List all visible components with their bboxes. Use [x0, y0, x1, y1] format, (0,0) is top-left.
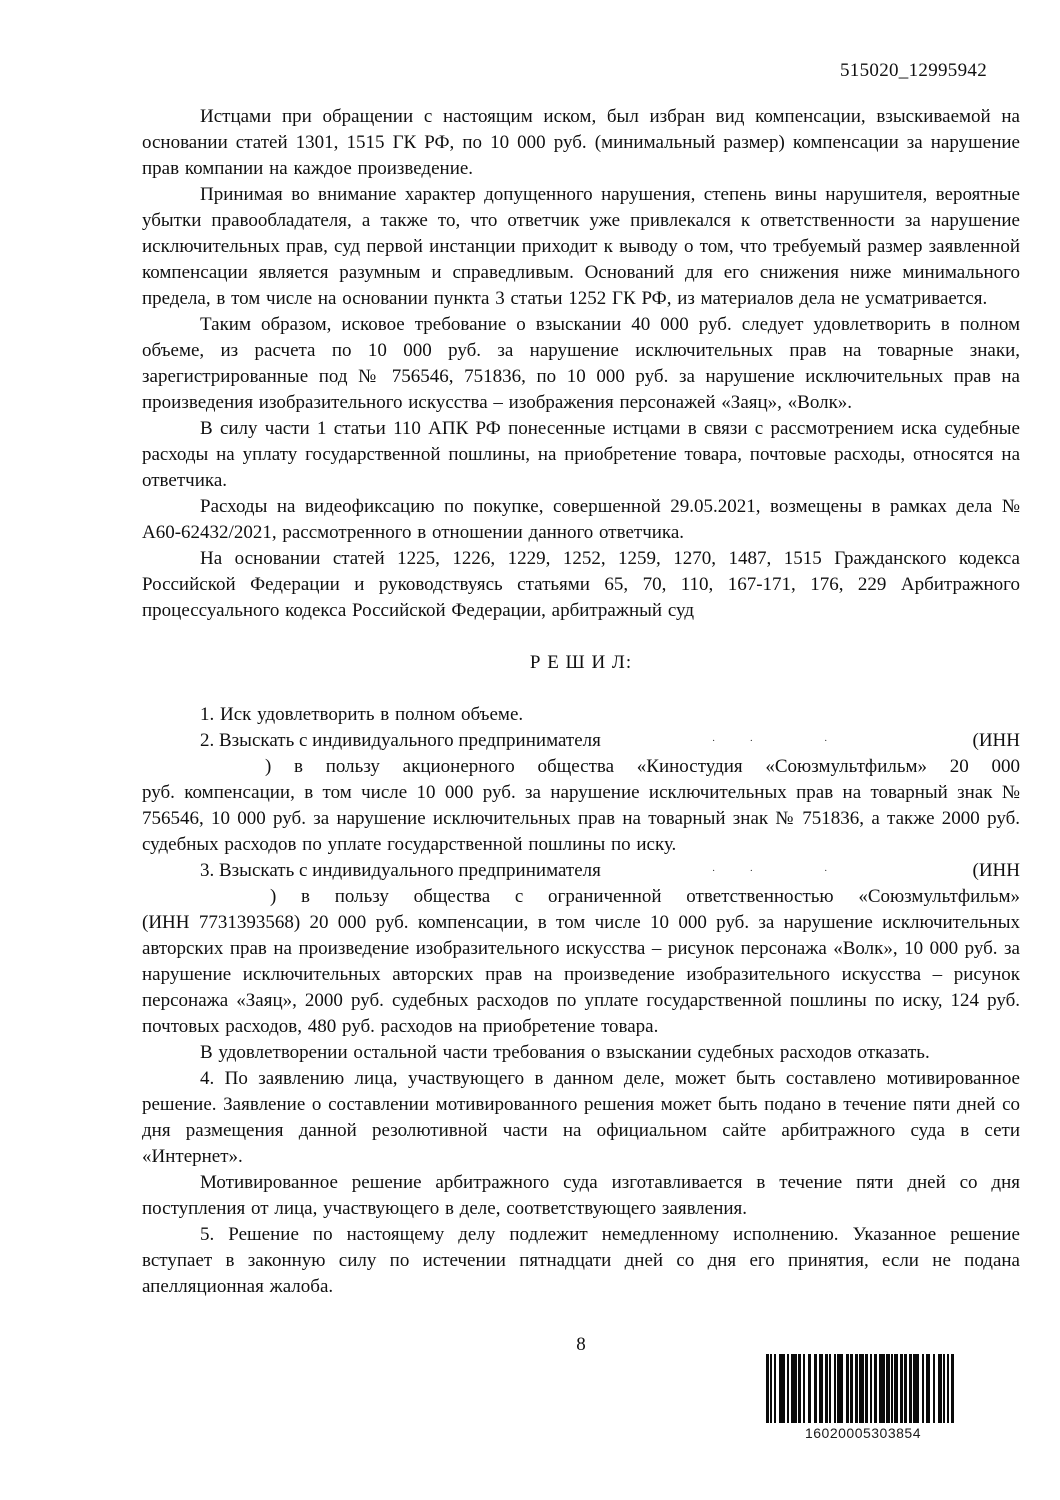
barcode [766, 1354, 960, 1441]
item3-body: (ИНН 7731393568) 20 000 руб. компенсации, в том числе 10 000 руб. за нарушение исключительных авторских прав на произведение изобразительного искусства – рисунок персонажа «Волк», 10 000 руб. за нарушение исключительных авторских прав на произведение изобразительного искусства – рисунок персонажа «Заяц», 2000 руб. судебных расходов по уплате государственной пошлины по иску, 124 руб. почтовых расходов, 480 руб. расходов на приобретение товара. [142, 912, 1020, 1037]
item3-line-continuation: ) в пользу общества с ограниченной ответственностью «Союзмультфильм» [270, 886, 1020, 907]
item2-text-left: 2. Взыскать с индивидуального предпринимателя [200, 730, 601, 751]
resolution-item-5: 5. Решение по настоящему делу подлежит немедленному исполнению. Указанное решение вступает в законную силу по истечении пятнадцати дней со дня его принятия, если не подана апелляционная жалоба. [142, 1224, 1020, 1297]
resolution-item-2 [142, 728, 1020, 858]
resolution-heading: Р Е Ш И Л: [529, 652, 633, 673]
paragraph-court-costs: В силу части 1 статьи 110 АПК РФ понесенные истцами в связи с рассмотрением иска судебные расходы на уплату государственной пошлины, на приобретение товара, почтовые расходы, относятся на ответчика. [142, 418, 1020, 491]
paragraph-legal-basis: На основании статей 1225, 1226, 1229, 1252, 1259, 1270, 1487, 1515 Гражданского кодекса Российской Федерации и руководствуясь статьями 65, 70, 110, 167-171, 176, 229 Арбитражного процессуального кодекса Российской Федерации, арбитражный суд [142, 548, 1020, 621]
paragraph-claim-total: Таким образом, исковое требование о взыскании 40 000 руб. следует удовлетворить в полном объеме, из расчета по 10 000 руб. за нарушение исключительных прав на товарные знаки, зарегистрированные под № 756546, 751836, по 10 000 руб. за нарушение исключительных прав на произведения изобразительного искусства – изображения персонажей «Заяц», «Волк». [142, 314, 1020, 413]
paragraph-motivated-decision: Мотивированное решение арбитражного суда изготавливается в течение пяти дней со дня поступления от лица, участвующего в деле, соответствующего заявления. [142, 1172, 1020, 1219]
redaction-artifact: ·· · [711, 735, 862, 747]
page-number: 8 [576, 1334, 586, 1355]
resolution-item-1: 1. Иск удовлетворить в полном объеме. [200, 704, 524, 725]
barcode-bars-icon [766, 1354, 960, 1423]
paragraph-costs-refusal: В удовлетворении остальной части требования о взыскании судебных расходов отказать. [200, 1042, 930, 1063]
item3-text-left: 3. Взыскать с индивидуального предпринимателя [200, 860, 601, 881]
document-body [142, 104, 1020, 1300]
item3-text-right: (ИНН [972, 860, 1020, 881]
paragraph-video-costs: Расходы на видеофиксацию по покупке, совершенной 29.05.2021, возмещены в рамках дела № А60-62432/2021, рассмотренного в отношении данного ответчика. [142, 496, 1020, 543]
item2-line-redacted [142, 728, 1020, 754]
resolution-item-3 [142, 858, 1020, 1040]
redaction-artifact: ·· · [711, 865, 862, 877]
resolution-item-4: 4. По заявлению лица, участвующего в данном деле, может быть составлено мотивированное решение. Заявление о составлении мотивированного решения может быть подано в течение пяти дней со дня размещения данной резолютивной части на официальном сайте арбитражного суда в сети «Интернет». [142, 1068, 1020, 1167]
item2-text-right: (ИНН [972, 730, 1020, 751]
barcode-number: 16020005303854 [804, 1425, 921, 1441]
paragraph-violation-assessment: Принимая во внимание характер допущенного нарушения, степень вины нарушителя, вероятные убытки правообладателя, а также то, что ответчик уже привлекался к ответственности за нарушение исключительных прав, суд первой инстанции приходит к выводу о том, что требуемый размер заявленной компенсации является разумным и справедливым. Оснований для его снижения ниже минимального предела, в том числе на основании пункта 3 статьи 1252 ГК РФ, из материалов дела не усматривается. [142, 184, 1020, 309]
item2-body: руб. компенсации, в том числе 10 000 руб. за нарушение исключительных прав на товарный знак № 756546, 10 000 руб. за нарушение исключительных прав на товарный знак № 751836, а также 2000 руб. судебных расходов по уплате государственной пошлины по иску. [142, 782, 1020, 855]
item3-line-redacted [142, 858, 1020, 884]
item2-line-continuation: ) в пользу акционерного общества «Киностудия «Союзмультфильм» 20 000 [265, 756, 1020, 777]
document-id: 515020_12995942 [840, 60, 987, 81]
paragraph-compensation-type: Истцами при обращении с настоящим иском, был избран вид компенсации, взыскиваемой на основании статей 1301, 1515 ГК РФ, по 10 000 руб. (минимальный размер) компенсации за нарушение прав компании на каждое произведение. [142, 106, 1020, 179]
